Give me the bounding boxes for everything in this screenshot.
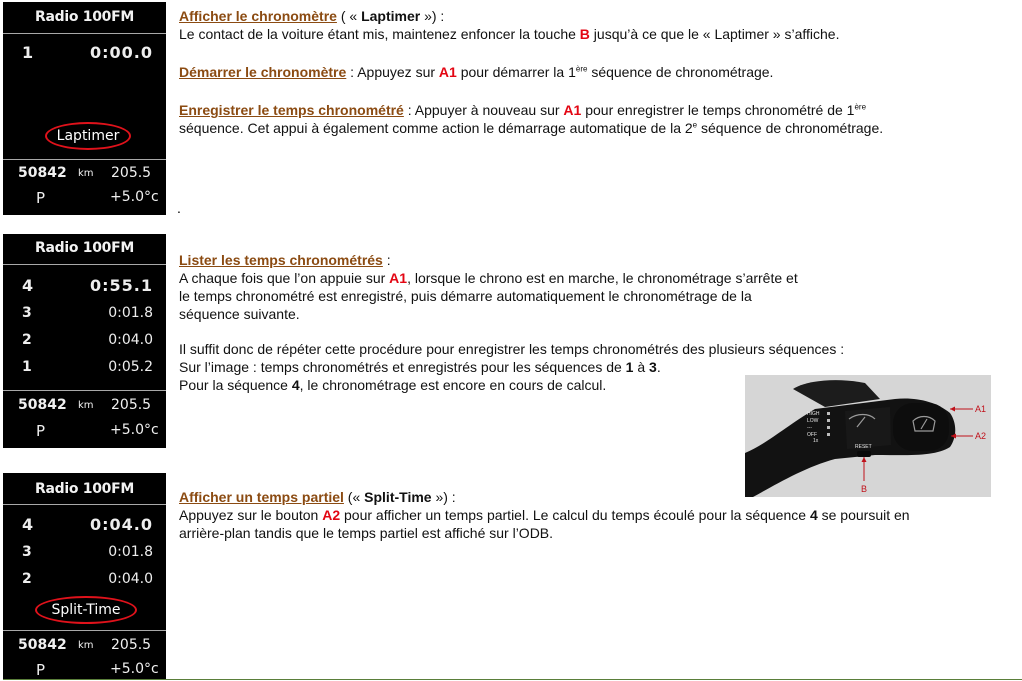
lap-row bbox=[3, 544, 166, 564]
key-label: A2 bbox=[322, 507, 341, 523]
trip-range: 205.5 bbox=[111, 165, 152, 181]
heading-text: ( « bbox=[336, 8, 362, 24]
laptimer-badge: Laptimer bbox=[45, 122, 131, 150]
section-heading-line bbox=[179, 251, 844, 269]
lap-time: 0:04.0 bbox=[89, 515, 153, 534]
gear-indicator: P bbox=[36, 422, 46, 440]
lap-time: 0:04.0 bbox=[108, 332, 153, 348]
body-text: pour enregistrer le temps chronométré de 1 bbox=[581, 102, 855, 118]
body-text: à bbox=[633, 359, 650, 375]
superscript: e bbox=[692, 120, 698, 130]
divider bbox=[3, 390, 166, 391]
body-text: , lorsque le chrono est en marche, le chronométrage s’arrête et bbox=[407, 270, 798, 286]
section-record-time bbox=[179, 101, 883, 137]
section-list-times bbox=[179, 251, 844, 394]
label-b: B bbox=[861, 484, 868, 494]
lap-row bbox=[3, 305, 166, 325]
key-label: A1 bbox=[438, 64, 457, 80]
section-heading: Afficher un temps partiel bbox=[179, 489, 344, 505]
sequence-number: 4 bbox=[291, 377, 300, 393]
section-show-stopwatch bbox=[179, 7, 839, 43]
stalk-mark-low: LOW bbox=[807, 418, 819, 424]
body-text: A chaque fois que l’on appuie sur bbox=[179, 270, 390, 286]
stalk-mark-interval: --- bbox=[807, 425, 812, 431]
stalk-mark-single: 1x bbox=[813, 438, 819, 444]
stalk-mark-high: HIGH bbox=[807, 411, 820, 417]
divider bbox=[3, 159, 166, 160]
divider bbox=[3, 33, 166, 34]
outside-temperature: +5.0°c bbox=[110, 661, 159, 677]
body-text: pour afficher un temps partiel. Le calcul du temps écoulé pour la séquence bbox=[340, 507, 810, 523]
sequence-number: 1 bbox=[625, 359, 634, 375]
stalk-mark-off: OFF bbox=[807, 432, 817, 438]
split-time-badge: Split-Time bbox=[35, 596, 137, 624]
key-label: A1 bbox=[389, 270, 408, 286]
divider bbox=[3, 630, 166, 631]
heading-text: ») : bbox=[431, 489, 456, 505]
body-line bbox=[179, 269, 844, 287]
current-lap-row bbox=[3, 276, 166, 296]
current-lap-row bbox=[3, 43, 166, 63]
superscript: ère bbox=[854, 102, 867, 112]
wiper-stalk-photo bbox=[745, 375, 991, 497]
lap-number: 1 bbox=[22, 43, 35, 62]
dashboard-display-lap-list bbox=[3, 234, 166, 448]
body-line bbox=[179, 506, 910, 524]
body-line bbox=[179, 358, 844, 376]
lap-time: 0:04.0 bbox=[108, 571, 153, 587]
reset-label: RESET bbox=[855, 444, 872, 450]
body-line: séquence suivante. bbox=[179, 306, 300, 322]
odometer: 50842 bbox=[18, 165, 67, 181]
km-unit: km bbox=[78, 400, 94, 411]
section-start-stopwatch bbox=[179, 63, 773, 81]
spacer bbox=[179, 323, 844, 340]
display-title: Radio 100FM bbox=[35, 240, 134, 256]
body-line bbox=[179, 101, 883, 119]
body-text: , le chronométrage est encore en cours de calcul. bbox=[299, 377, 607, 393]
section-heading-line bbox=[179, 488, 910, 506]
body-text: Sur l’image : temps chronométrés et enregistrés pour les séquences de bbox=[179, 359, 626, 375]
body-text: Appuyez sur le bouton bbox=[179, 507, 323, 523]
km-unit: km bbox=[78, 640, 94, 651]
lap-number: 2 bbox=[22, 332, 32, 348]
section-heading: Afficher le chronomètre bbox=[179, 8, 337, 24]
heading-text: : bbox=[382, 252, 391, 268]
lap-number: 3 bbox=[22, 305, 32, 321]
section-heading: Enregistrer le temps chronométré bbox=[179, 102, 404, 118]
gear-indicator: P bbox=[36, 661, 46, 679]
lap-number: 2 bbox=[22, 571, 32, 587]
lap-time: 0:01.8 bbox=[108, 305, 153, 321]
divider bbox=[3, 264, 166, 265]
superscript: ère bbox=[575, 64, 588, 74]
body-line bbox=[179, 119, 883, 137]
lap-row bbox=[3, 571, 166, 591]
current-lap-row bbox=[3, 515, 166, 535]
gear-indicator: P bbox=[36, 189, 46, 207]
key-label: A1 bbox=[563, 102, 582, 118]
wiper-stalk-illustration bbox=[745, 375, 991, 497]
odometer: 50842 bbox=[18, 397, 67, 413]
body-text: séquence. Cet appui à également comme action le démarrage automatique de la 2 bbox=[179, 120, 693, 136]
display-title: Radio 100FM bbox=[35, 9, 134, 25]
lap-time: 0:05.2 bbox=[108, 359, 153, 375]
lap-number: 3 bbox=[22, 544, 32, 560]
body-text: . bbox=[656, 359, 661, 375]
body-text: se poursuit en bbox=[817, 507, 910, 523]
body-text: : Appuyer à nouveau sur bbox=[403, 102, 564, 118]
dashboard-display-laptimer bbox=[3, 2, 166, 215]
body-line: arrière-plan tandis que le temps partiel est affiché sur l’ODB. bbox=[179, 525, 554, 541]
key-label: B bbox=[579, 26, 590, 42]
body-text: : Appuyez sur bbox=[346, 64, 439, 80]
lap-time: 0:00.0 bbox=[89, 43, 153, 62]
body-text: Le contact de la voiture étant mis, maintenez enfoncer la touche bbox=[179, 26, 580, 42]
lap-number: 4 bbox=[22, 515, 35, 534]
lap-time: 0:55.1 bbox=[89, 276, 153, 295]
lap-number: 4 bbox=[22, 276, 35, 295]
divider bbox=[3, 504, 166, 505]
body-line: Il suffit donc de répéter cette procédure pour enregistrer les temps chronométrés des plusieurs séquences : bbox=[179, 341, 845, 357]
trip-range: 205.5 bbox=[111, 397, 152, 413]
outside-temperature: +5.0°c bbox=[110, 189, 159, 205]
section-heading-line bbox=[179, 7, 839, 25]
lap-row bbox=[3, 332, 166, 352]
section-split-time bbox=[179, 488, 910, 542]
body-line: le temps chronométré est enregistré, puis démarre automatiquement le chronométrage de la bbox=[179, 288, 752, 304]
trip-range: 205.5 bbox=[111, 637, 152, 653]
km-unit: km bbox=[78, 168, 94, 179]
page-bottom-rule bbox=[3, 679, 1022, 680]
label-a1: A1 bbox=[975, 404, 987, 414]
body-text: séquence de chronométrage. bbox=[697, 120, 884, 136]
heading-text: ») : bbox=[420, 8, 445, 24]
lap-time: 0:01.8 bbox=[108, 544, 153, 560]
body-line bbox=[179, 25, 839, 43]
odometer: 50842 bbox=[18, 637, 67, 653]
body-text: séquence de chronométrage. bbox=[587, 64, 774, 80]
body-text: pour démarrer la 1 bbox=[456, 64, 576, 80]
label-a2: A2 bbox=[975, 431, 987, 441]
outside-temperature: +5.0°c bbox=[110, 422, 159, 438]
section-heading: Lister les temps chronométrés bbox=[179, 252, 383, 268]
heading-bold: Split-Time bbox=[364, 489, 432, 505]
stray-dot: . bbox=[177, 200, 181, 216]
body-text: Pour la séquence bbox=[179, 377, 292, 393]
body-text: jusqu’à ce que le « Laptimer » s’affiche. bbox=[589, 26, 840, 42]
sequence-number: 4 bbox=[809, 507, 818, 523]
lap-row bbox=[3, 359, 166, 379]
sequence-number: 3 bbox=[649, 359, 657, 375]
display-title: Radio 100FM bbox=[35, 481, 134, 497]
heading-text: (« bbox=[343, 489, 365, 505]
dashboard-display-split-time bbox=[3, 473, 166, 679]
section-heading: Démarrer le chronomètre bbox=[179, 64, 347, 80]
lap-number: 1 bbox=[22, 359, 32, 375]
heading-bold: Laptimer bbox=[361, 8, 421, 24]
